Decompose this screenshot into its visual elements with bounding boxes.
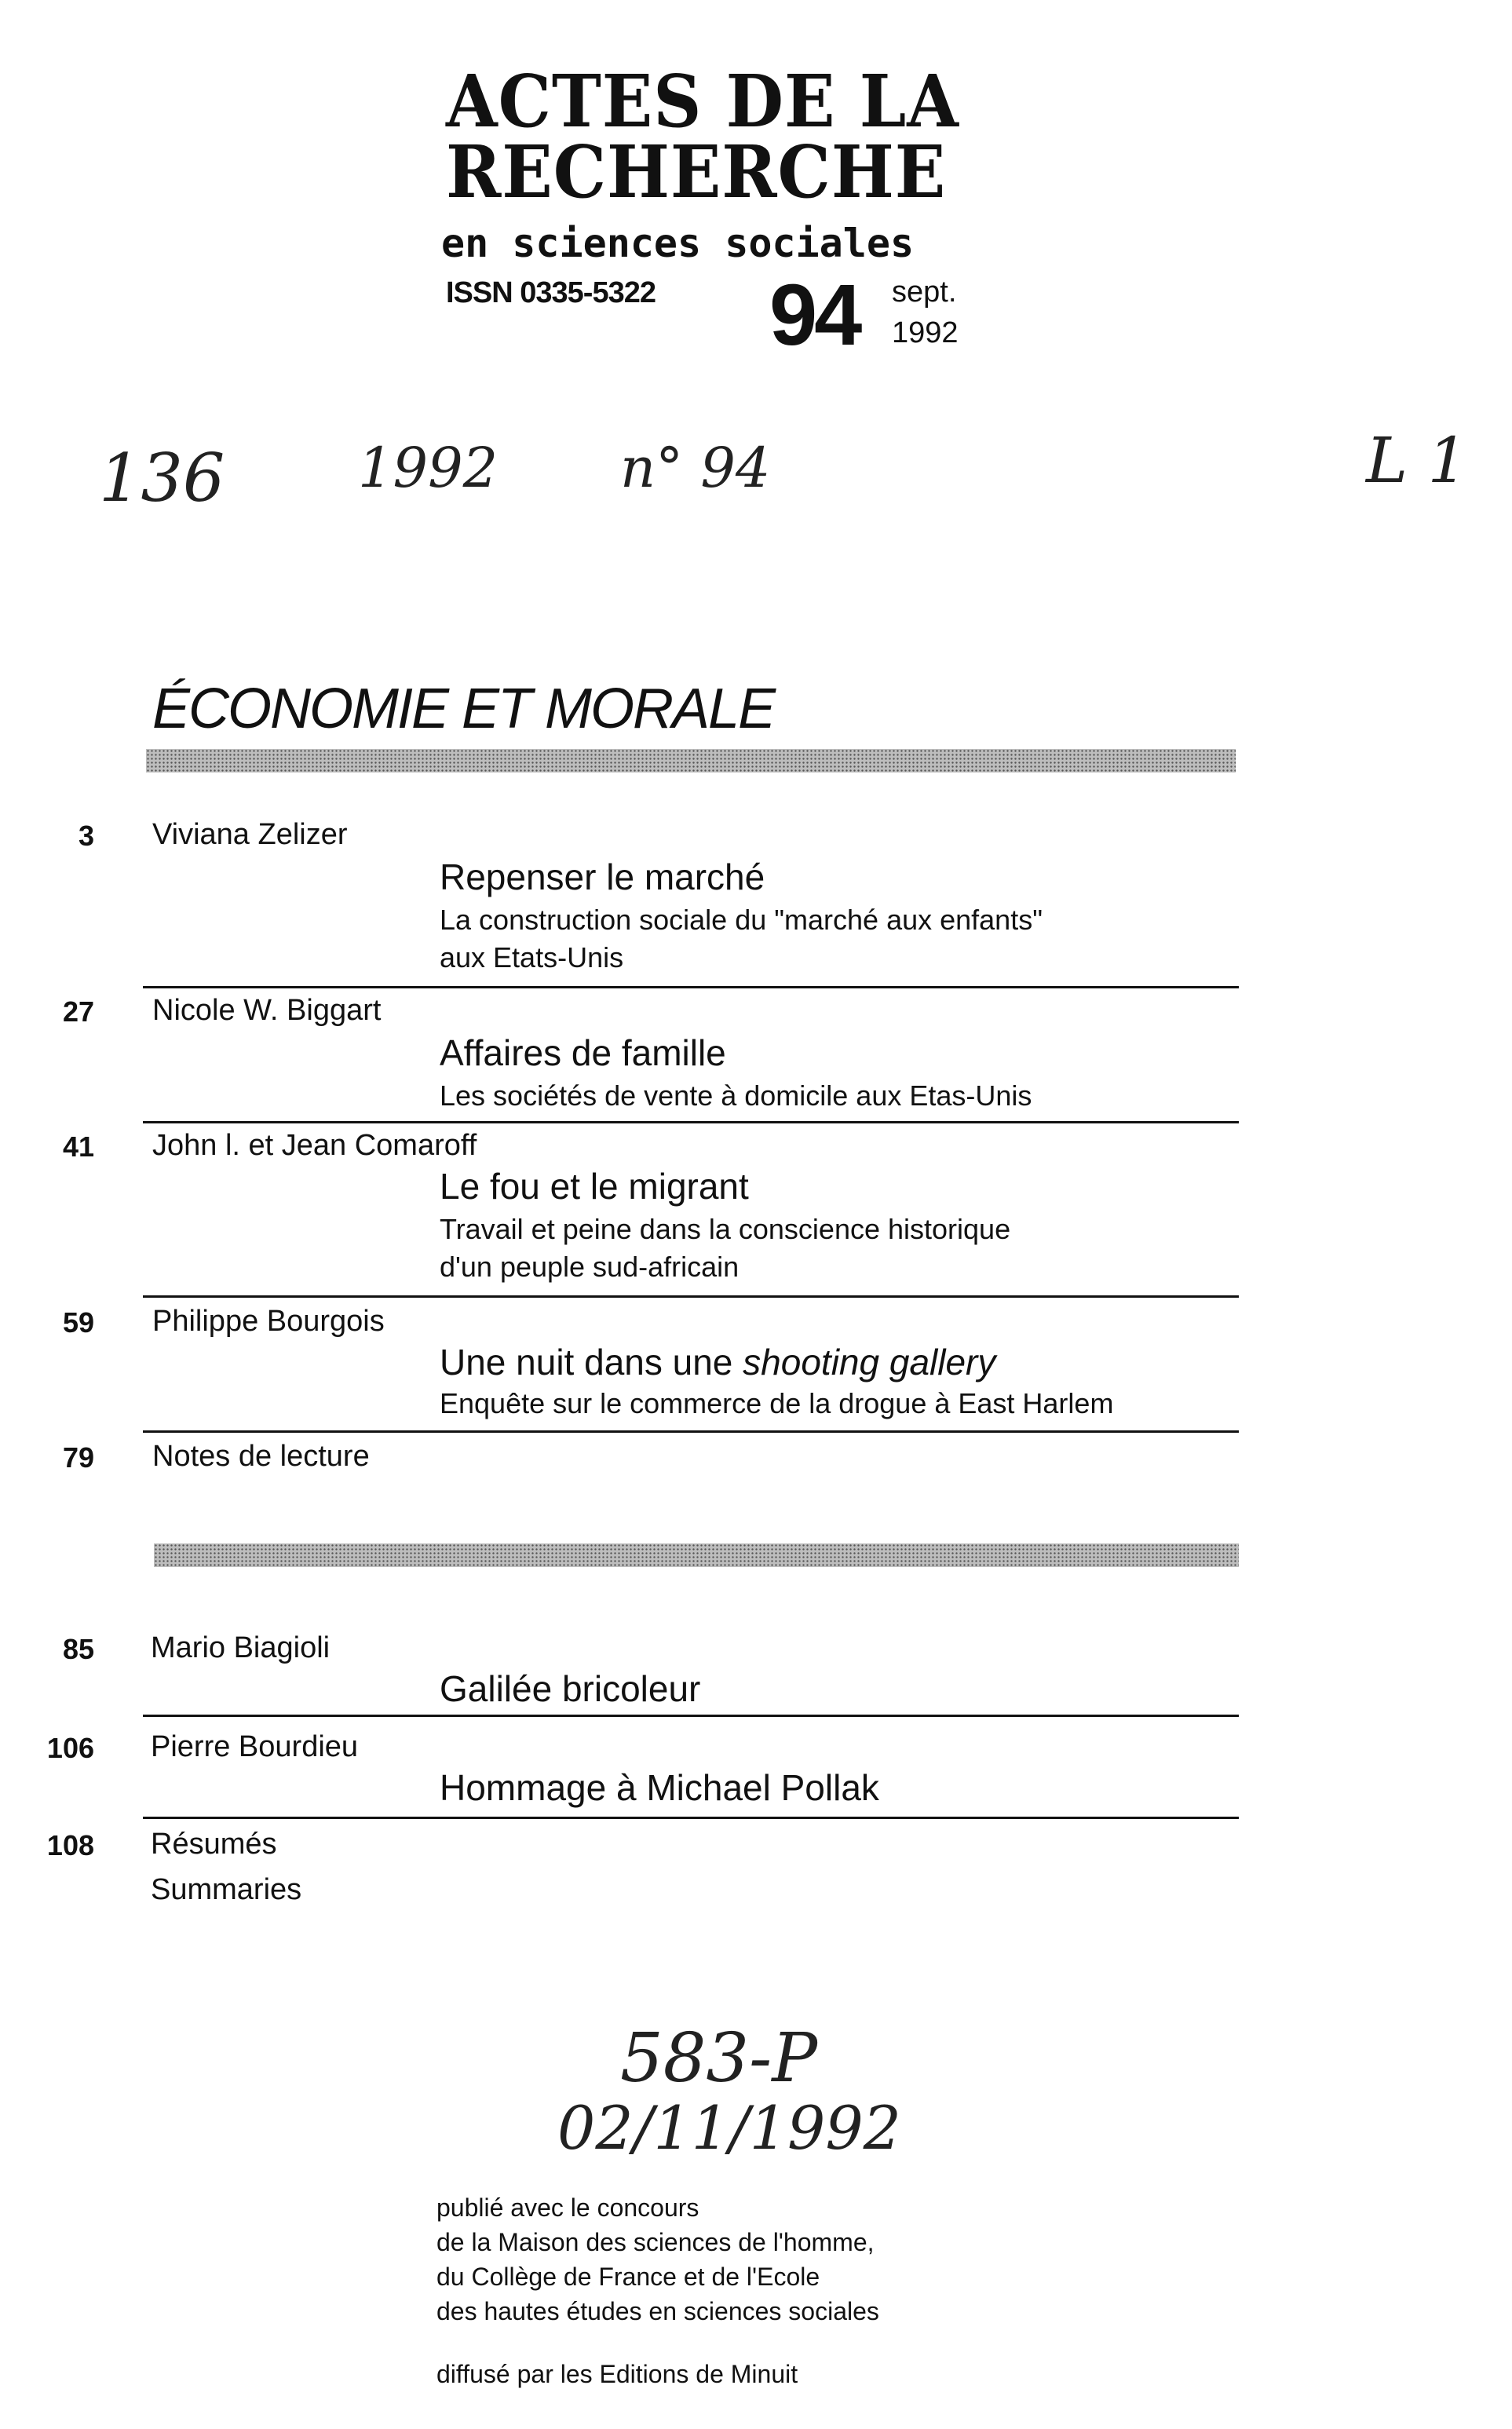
issue-year: 1992 [892,316,959,349]
issue-month: sept. [892,276,957,309]
entry-title: Hommage à Michael Pollak [440,1767,879,1808]
entry-page: 108 [46,1829,94,1861]
section-shade-bar [146,749,1236,773]
handwritten-call-number: 583-P [620,2019,818,2098]
entry-divider [143,1295,1239,1298]
entry-divider [143,1715,1239,1717]
distribution-credit: diffusé par les Editions de Minuit [436,2360,798,2388]
journal-title-line1: ACTES DE LA [446,59,959,144]
handwritten-note-issue: n° 94 [620,436,771,500]
entry-author: Notes de lecture [152,1440,370,1473]
entry-title: Affaires de famille [440,1032,726,1073]
entry-divider [143,1430,1239,1433]
entry-author: Mario Biagioli [151,1631,331,1664]
entry-author: Pierre Bourdieu [151,1730,359,1763]
credits-line: du Collège de France et de l'Ecole [436,2263,820,2291]
entry-title: Galilée bricoleur [440,1668,701,1709]
publication-credits [436,2190,879,2329]
entry-subtitle: La construction sociale du "marché aux enfants" [440,904,1043,936]
section-title: ÉCONOMIE ET MORALE [152,678,775,740]
entry-title: Repenser le marché [440,857,765,897]
entry-divider [143,1817,1239,1819]
entry-divider [143,1121,1239,1123]
handwritten-date: 02/11/1992 [557,2093,902,2163]
handwritten-note-136: 136 [99,440,225,517]
credits-line: publié avec le concours [436,2193,699,2222]
entry-divider [143,986,1239,988]
credits-line: de la Maison des sciences de l'homme, [436,2228,875,2256]
entry-page: 41 [62,1130,94,1163]
entry-subtitle: aux Etats-Unis [440,941,624,973]
journal-subtitle: en sciences sociales [441,221,915,266]
entry-page: 59 [62,1306,94,1339]
entry-author: John l. et Jean Comaroff [152,1129,477,1162]
entry-subtitle: Travail et peine dans la conscience historique [440,1213,1011,1245]
entry-page: 27 [62,995,94,1028]
entry-author: Nicole W. Biggart [152,994,382,1027]
entry-subtitle: d'un peuple sud-africain [440,1251,740,1283]
journal-title-line2: RECHERCHE [446,130,947,214]
entry-subtitle: Enquête sur le commerce de la drogue à East Harlem [440,1387,1114,1419]
entry-page: 3 [78,820,94,852]
entry-title-text: Une nuit dans une [440,1342,743,1383]
handwritten-note-l1: L 1 [1366,424,1468,497]
entry-title-italic: shooting gallery [743,1342,996,1383]
entry-title: Le fou et le migrant [440,1166,749,1207]
credits-line: des hautes études en sciences sociales [436,2297,879,2325]
entry-page: 106 [46,1732,94,1764]
entry-author: Viviana Zelizer [152,818,348,851]
section-shade-bar [154,1543,1239,1567]
entry-author-secondary: Summaries [151,1873,302,1906]
entry-page: 79 [62,1441,94,1474]
entry-author: Résumés [151,1828,277,1861]
entry-title [440,1341,995,1383]
entry-subtitle: Les sociétés de vente à domicile aux Etas-Unis [440,1079,1032,1112]
entry-page: 85 [62,1633,94,1665]
issue-number: 94 [769,267,860,363]
issn: ISSN 0335-5322 [446,276,656,309]
entry-author: Philippe Bourgois [152,1305,385,1338]
handwritten-note-year: 1992 [358,436,499,500]
